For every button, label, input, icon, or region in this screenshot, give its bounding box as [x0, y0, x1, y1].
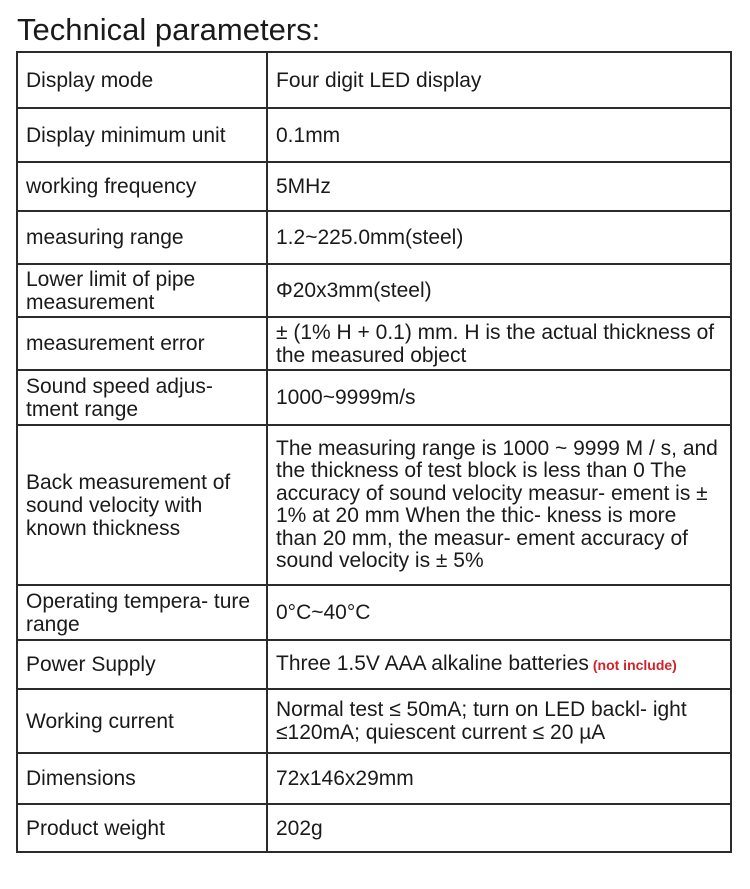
param-label: Dimensions [17, 753, 267, 804]
table-row [17, 640, 731, 689]
param-value: 202g [267, 804, 731, 852]
param-label: Lower limit of pipe measurement [17, 264, 267, 317]
param-value: 72x146x29mm [267, 753, 731, 804]
table-row [17, 264, 731, 317]
param-value: 1000~9999m/s [267, 370, 731, 425]
param-value: 0.1mm [267, 108, 731, 162]
param-label: Display minimum unit [17, 108, 267, 162]
param-label: working frequency [17, 162, 267, 211]
parameters-table [16, 51, 732, 853]
table-row [17, 585, 731, 640]
param-label: Display mode [17, 52, 267, 108]
table-row [17, 753, 731, 804]
table-row [17, 211, 731, 264]
table-row [17, 370, 731, 425]
table-row [17, 425, 731, 585]
table-row [17, 162, 731, 211]
param-label: Back measurement of sound velocity with known thickness [17, 425, 267, 585]
param-label: Product weight [17, 804, 267, 852]
param-value: The measuring range is 1000 ~ 9999 M / s, and the thickness of test block is less than 0 The accuracy of sound velocity measur- ement is ± 1% at 20 mm When the thic- kness is more than 20 mm, the measur- ement accuracy of sound velocity is ± 5% [267, 425, 731, 585]
table-row [17, 804, 731, 852]
table-row [17, 52, 731, 108]
param-value: 5MHz [267, 162, 731, 211]
param-label: measuring range [17, 211, 267, 264]
param-label: Sound speed adjus- tment range [17, 370, 267, 425]
param-label: Operating tempera- ture range [17, 585, 267, 640]
param-value [267, 640, 731, 689]
not-included-note: (not include) [592, 657, 677, 673]
table-row [17, 108, 731, 162]
table-row [17, 317, 731, 370]
param-value: Normal test ≤ 50mA; turn on LED backl- ight ≤120mA; quiescent current ≤ 20 µA [267, 689, 731, 753]
param-value: 1.2~225.0mm(steel) [267, 211, 731, 264]
page-title: Technical parameters: [17, 12, 321, 47]
param-value: Four digit LED display [267, 52, 731, 108]
param-label: Power Supply [17, 640, 267, 689]
param-value: Φ20x3mm(steel) [267, 264, 731, 317]
table-row [17, 689, 731, 753]
param-value: 0°C~40°C [267, 585, 731, 640]
param-label: measurement error [17, 317, 267, 370]
param-value: ± (1% H + 0.1) mm. H is the actual thickness of the measured object [267, 317, 731, 370]
power-supply-text: Three 1.5V AAA alkaline batteries [276, 652, 589, 675]
param-label: Working current [17, 689, 267, 753]
